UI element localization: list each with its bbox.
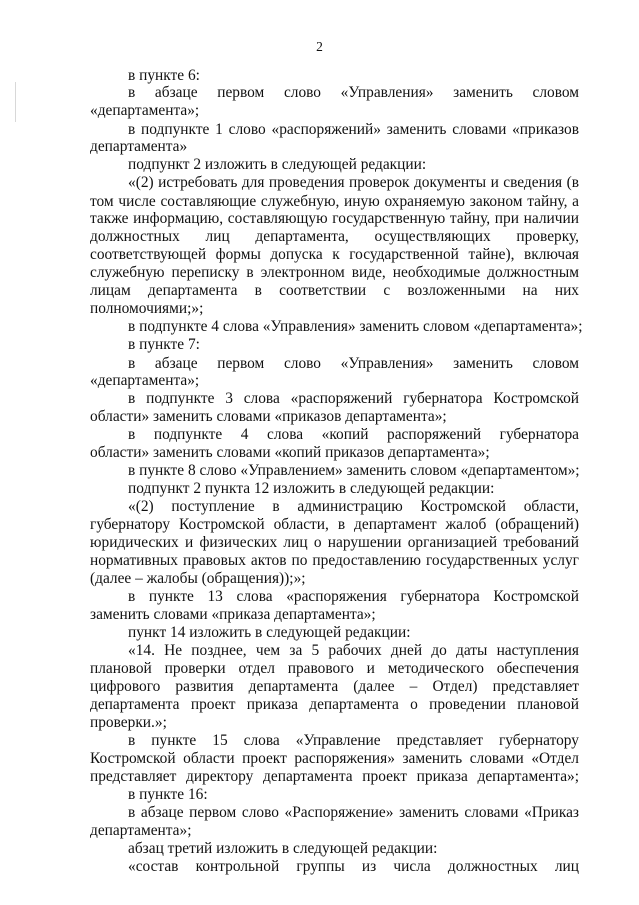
text-line: департамента» <box>90 138 188 155</box>
text-line: представляет директору департамента проект приказа департамента»; <box>90 768 579 785</box>
text-line: лицам департамента в соответствии с возложенными на них <box>90 282 579 299</box>
text-line: проверки.»; <box>90 714 167 731</box>
text-line: в пункте 6: <box>128 67 200 84</box>
text-line: «14. Не позднее, чем за 5 рабочих дней до даты наступления <box>128 642 579 659</box>
text-line: том числе составляющие служебную, иную охраняемую законом тайну, а <box>90 193 579 210</box>
text-line: Костромской области проект распоряжения» заменить словами «Отдел <box>90 750 579 767</box>
text-line: в абзаце первом слово «Распоряжение» заменить словами «Приказ <box>128 804 579 821</box>
text-line: соответствующей формы допуска к государственной тайне), включая <box>90 246 579 263</box>
text-line: юридических и физических лиц о нарушении организацией требований <box>90 534 579 551</box>
text-line: заменить словами «приказа департамента»; <box>90 606 376 623</box>
text-line: пункт 14 изложить в следующей редакции: <box>128 624 411 641</box>
text-line: цифрового развития департамента (далее – Отдел) представляет <box>90 678 579 695</box>
text-line: в подпункте 4 слова «Управления» заменить словом «департамента»; <box>128 318 583 335</box>
text-line: должностных лиц департамента, осуществляющих проверку, <box>90 228 579 245</box>
text-line: подпункт 2 пункта 12 изложить в следующей редакции: <box>128 480 495 497</box>
text-line: департамента проект приказа департамента о проведении плановой <box>90 696 579 713</box>
text-line: в пункте 16: <box>128 786 208 803</box>
text-line: области» заменить словами «копий приказов департамента»; <box>90 444 490 461</box>
text-line: в подпункте 3 слова «распоряжений губернатора Костромской <box>128 390 579 407</box>
text-line: служебную переписку в электронном виде, необходимые должностным <box>90 264 579 281</box>
text-line: полномочиями;»; <box>90 300 204 317</box>
text-line: нормативных правовых актов по предоставлению государственных услуг <box>90 552 579 569</box>
text-line: также информацию, составляющую государственную тайну, при наличии <box>90 210 579 227</box>
text-line: в пункте 13 слова «распоряжения губернатора Костромской <box>128 588 579 605</box>
text-line: подпункт 2 изложить в следующей редакции: <box>128 156 427 173</box>
text-line: «состав контрольной группы из числа должностных лиц <box>128 858 579 875</box>
text-line: в подпункте 4 слова «копий распоряжений губернатора <box>128 426 579 443</box>
text-line: (далее – жалобы (обращения));»; <box>90 570 306 587</box>
text-line: департамента»; <box>90 822 192 839</box>
text-line: «департамента»; <box>90 102 200 119</box>
text-line: плановой проверки отдел правового и методического обеспечения <box>90 660 579 677</box>
text-line: в пункте 15 слова «Управление представляет губернатору <box>128 732 579 749</box>
text-line: области» заменить словами «приказов департамента»; <box>90 408 447 425</box>
text-line: в абзаце первом слово «Управления» заменить словом <box>128 84 579 101</box>
text-line: «(2) поступление в администрацию Костромской области, <box>128 498 579 515</box>
text-line: абзац третий изложить в следующей редакции: <box>128 840 438 857</box>
text-line: в пункте 7: <box>128 336 200 353</box>
text-line: в подпункте 1 слово «распоряжений» заменить словами «приказов <box>128 121 579 138</box>
text-line: губернатору Костромской области, в департамент жалоб (обращений) <box>90 516 579 533</box>
text-line: в пункте 8 слово «Управлением» заменить словом «департаментом»; <box>128 462 580 479</box>
text-line: «департамента»; <box>90 372 200 389</box>
page-number: 2 <box>316 39 323 54</box>
text-line: «(2) истребовать для проведения проверок документы и сведения (в <box>128 174 579 191</box>
text-line: в абзаце первом слово «Управления» заменить словом <box>128 355 579 372</box>
scan-artifact <box>15 82 16 122</box>
